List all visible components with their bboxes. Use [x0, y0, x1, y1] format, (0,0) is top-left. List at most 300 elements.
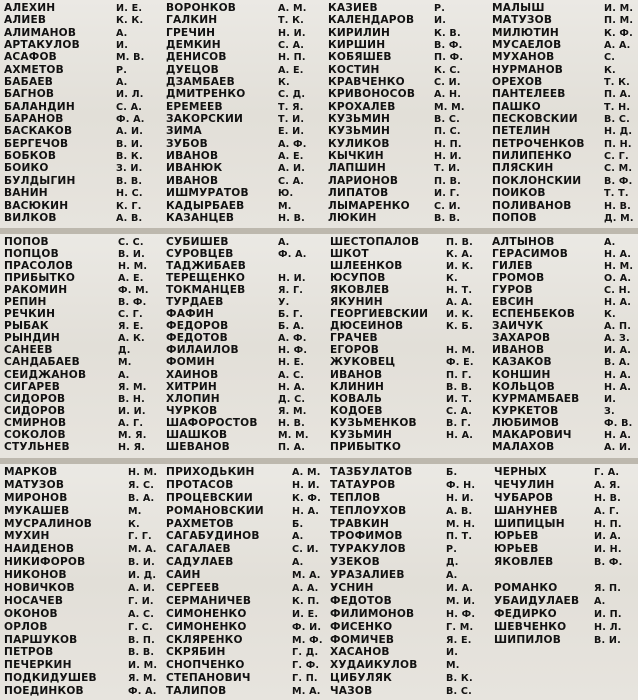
- list-item: [166, 557, 328, 570]
- surname: БАБАЕВ: [4, 77, 54, 88]
- name-column: [166, 237, 328, 458]
- surname: МУХАНОВ: [492, 52, 555, 63]
- surname: ДЮСЕЙНОВ: [330, 321, 404, 332]
- list-item: [4, 418, 166, 430]
- surname: ЧУБАРОВ: [494, 492, 554, 504]
- list-item: [492, 139, 638, 151]
- list-item: [494, 480, 638, 493]
- initials: Е. И.: [278, 127, 305, 138]
- surname: БОЙКО: [4, 163, 49, 175]
- initials: Т. Т.: [604, 189, 629, 199]
- initials: А. Е.: [278, 152, 304, 162]
- initials: Г. М.: [446, 622, 474, 633]
- surname: МУКАШЕВ: [4, 505, 70, 517]
- name-column: [494, 467, 638, 700]
- surname: ЦИБУЛЯК: [330, 673, 392, 684]
- initials: А. Е.: [118, 274, 144, 284]
- initials: А. Ф.: [278, 139, 307, 150]
- surname: САГАЛАЕВ: [166, 544, 231, 555]
- list-item: [328, 201, 490, 213]
- surname: ЖУКОВЕЦ: [330, 357, 396, 369]
- initials: А.: [446, 571, 458, 581]
- initials: И. А.: [446, 584, 474, 594]
- initials: Ф. Н.: [446, 480, 476, 491]
- surname: ПЕСКОВСКИЙ: [492, 114, 578, 125]
- list-item: [494, 544, 638, 557]
- surname: СИМОНЕНКО: [166, 621, 247, 633]
- list-item: [166, 660, 328, 673]
- list-item: [166, 89, 328, 101]
- list-item: [328, 15, 490, 27]
- surname: ЯКУНИН: [330, 297, 383, 308]
- initials: В. В.: [128, 648, 155, 659]
- name-column: [330, 237, 488, 458]
- list-item: [328, 188, 490, 200]
- list-item: [4, 647, 168, 660]
- initials: И. Л.: [116, 90, 144, 100]
- surname: ХУДАЙКУЛОВ: [330, 660, 418, 671]
- list-item: [492, 163, 638, 175]
- surname: ЮРЬЕВ: [494, 544, 539, 555]
- initials: А. М.: [292, 468, 321, 478]
- list-item: [492, 151, 638, 163]
- initials: Т. Я.: [278, 102, 304, 113]
- list-item: [4, 430, 166, 442]
- list-item: [166, 213, 328, 225]
- list-item: [492, 52, 638, 64]
- surname: ФОМИН: [166, 357, 215, 369]
- initials: А. Г.: [594, 506, 620, 517]
- surname: ЛЮКИН: [328, 212, 377, 224]
- list-item: [492, 249, 638, 261]
- surname: МАЛАХОВ: [492, 441, 555, 453]
- initials: Н. Ф.: [278, 346, 308, 357]
- list-item: [166, 237, 328, 249]
- initials: П. Н.: [604, 139, 632, 150]
- initials: Н. Е.: [278, 358, 305, 369]
- list-item: [494, 506, 638, 519]
- list-item: [330, 237, 488, 249]
- list-item: [4, 635, 168, 648]
- surname: ТУРДАЕВ: [166, 297, 224, 308]
- initials: Н. П.: [434, 139, 462, 150]
- surname: СИДОРОВ: [4, 405, 66, 417]
- list-item: [166, 519, 328, 532]
- surname: ФЕДОТОВ: [166, 333, 228, 344]
- surname: РЕЧКИН: [4, 309, 56, 320]
- surname: СЕРМАНИЧЕВ: [166, 595, 252, 607]
- surname: КОЛЬЦОВ: [492, 381, 555, 393]
- list-item: [330, 273, 488, 285]
- list-item: [4, 151, 166, 163]
- surname: ЛЮБИМОВ: [492, 417, 560, 429]
- list-item: [492, 213, 638, 225]
- initials: А. М.: [278, 4, 307, 14]
- surname: ШИПИЛОВ: [494, 634, 561, 646]
- surname: САНЕЕВ: [4, 345, 53, 357]
- list-item: [4, 357, 166, 369]
- initials: Н. А.: [446, 430, 474, 441]
- surname: ПАРШУКОВ: [4, 634, 78, 646]
- name-column: [4, 237, 166, 458]
- surname: СУРОВЦЕВ: [166, 249, 234, 260]
- surname: САГАБУДИНОВ: [166, 531, 260, 543]
- surname: ПОДКИДУШЕВ: [4, 673, 97, 684]
- initials: Р.: [434, 4, 446, 14]
- surname: ПЕТРОВ: [4, 647, 54, 659]
- initials: С. Г.: [118, 310, 143, 320]
- surname: СТЕПАНОВИЧ: [166, 673, 251, 684]
- surname: ВОРОНКОВ: [166, 3, 237, 14]
- surname: ГАЛКИН: [166, 15, 218, 26]
- surname: МАКАРОВИЧ: [492, 429, 572, 441]
- surname: БАРАНОВ: [4, 114, 64, 125]
- initials: М. И.: [446, 596, 476, 607]
- initials: Б. Г.: [278, 310, 304, 320]
- surname: ФИЛАЙЛОВ: [166, 345, 239, 357]
- list-item: [328, 163, 490, 175]
- initials: А. Ф.: [278, 334, 307, 344]
- list-item: [166, 382, 328, 394]
- initials: А. И.: [604, 442, 632, 453]
- surname: БОБКОВ: [4, 151, 57, 162]
- surname: КИРШИН: [328, 40, 386, 51]
- list-item: [4, 570, 168, 583]
- initials: Я. М.: [118, 382, 147, 393]
- list-item: [330, 531, 488, 544]
- initials: К.: [278, 78, 290, 88]
- list-item: [4, 394, 166, 406]
- surname: МУХИН: [4, 531, 50, 543]
- surname: ДЕМКИН: [166, 40, 221, 51]
- initials: Н. П.: [278, 53, 306, 63]
- initials: Р.: [116, 65, 128, 76]
- initials: К.: [604, 65, 616, 76]
- list-item: [328, 3, 490, 15]
- surname: БАЛАНДИН: [4, 101, 75, 113]
- initials: Ф. И.: [292, 622, 322, 633]
- list-item: [4, 297, 166, 309]
- initials: Т. К.: [278, 16, 305, 26]
- initials: Я. М.: [128, 674, 157, 684]
- list-item: [4, 480, 168, 493]
- list-item: [330, 370, 488, 382]
- surname: КУЗЬМИН: [330, 429, 393, 441]
- initials: К. С.: [434, 65, 461, 76]
- surname: АСАФОВ: [4, 52, 57, 63]
- surname: ПРИБЫТКО: [4, 273, 76, 284]
- initials: И. И.: [118, 406, 146, 417]
- surname: НИКИФОРОВ: [4, 557, 86, 568]
- list-item: [4, 213, 166, 225]
- initials: В. А.: [128, 493, 155, 504]
- list-item: [492, 77, 638, 89]
- name-column: [492, 237, 638, 458]
- list-item: [166, 188, 328, 200]
- surname: НИКОНОВ: [4, 570, 67, 581]
- initials: В. И.: [118, 250, 145, 260]
- initials: Т. И.: [434, 164, 461, 175]
- surname: САИН: [166, 570, 201, 581]
- initials: П. В.: [434, 176, 461, 187]
- surname: МИРОНОВ: [4, 492, 68, 504]
- initials: В. И.: [594, 635, 621, 646]
- initials: В. А.: [604, 358, 631, 369]
- surname: БУЛДЫГИН: [4, 175, 76, 187]
- initials: Н. Д.: [604, 127, 633, 138]
- list-item: [492, 297, 638, 309]
- surname: КЫЧКИН: [328, 151, 384, 162]
- initials: В. Ф.: [594, 558, 623, 568]
- list-item: [166, 673, 328, 686]
- surname: ПАНТЕЛЕЕВ: [492, 89, 566, 100]
- list-item: [166, 309, 328, 321]
- initials: К. Г.: [116, 201, 142, 212]
- initials: С. И.: [434, 201, 461, 212]
- list-item: [166, 176, 328, 188]
- list-item: [330, 647, 488, 660]
- list-item: [166, 493, 328, 506]
- initials: И. Т.: [446, 394, 473, 405]
- surname: ГЕРАСИМОВ: [492, 249, 569, 260]
- surname: ШЕСТОПАЛОВ: [330, 237, 420, 248]
- surname: ЗУБОВ: [166, 138, 208, 150]
- surname: ХАСАНОВ: [330, 647, 390, 659]
- initials: М. Н.: [446, 519, 476, 530]
- surname: РАКОМИН: [4, 285, 68, 296]
- surname: ЧАЗОВ: [330, 686, 373, 697]
- surname: ПОПОВ: [4, 237, 49, 248]
- initials: С. А.: [446, 406, 473, 417]
- list-item: [4, 89, 166, 101]
- initials: У.: [278, 298, 290, 308]
- list-item: [4, 114, 166, 126]
- list-item: [330, 442, 488, 454]
- list-item: [166, 28, 328, 40]
- list-item: [166, 321, 328, 333]
- initials: А.: [292, 532, 304, 543]
- list-item: [166, 285, 328, 297]
- surname: КОБЯШЕВ: [328, 52, 392, 63]
- initials: С. А.: [278, 41, 305, 51]
- list-item: [4, 126, 166, 138]
- surname: ШАНУНЕВ: [494, 505, 558, 517]
- initials: С. А.: [278, 176, 305, 187]
- initials: К. В.: [434, 28, 461, 39]
- list-item: [492, 394, 638, 406]
- list-item: [330, 609, 488, 622]
- list-item: [494, 622, 638, 635]
- surname: РЫНДИН: [4, 333, 60, 344]
- initials: В. И.: [128, 558, 155, 568]
- initials: В. С.: [604, 115, 630, 125]
- surname: ПОЕДИНКОВ: [4, 686, 84, 697]
- list-item: [492, 126, 638, 138]
- initials: Н. В.: [594, 493, 621, 504]
- list-item: [166, 622, 328, 635]
- surname: ГУРОВ: [492, 285, 533, 296]
- list-item: [492, 201, 638, 213]
- list-item: [4, 188, 166, 200]
- surname: ЕРЕМЕЕВ: [166, 101, 223, 113]
- initials: Д. М.: [604, 213, 634, 224]
- list-item: [4, 493, 168, 506]
- initials: Н. И.: [446, 493, 474, 504]
- initials: П. Г.: [446, 370, 472, 381]
- surname: ПРАСОЛОВ: [4, 261, 74, 272]
- surname: ШКОТ: [330, 249, 369, 260]
- list-item: [330, 345, 488, 357]
- surname: КРОХАЛЕВ: [328, 101, 396, 113]
- list-item: [330, 406, 488, 418]
- list-item: [492, 273, 638, 285]
- initials: Н. М.: [128, 468, 158, 478]
- surname: КУРКЕТОВ: [492, 405, 559, 417]
- surname: СЕЙДЖАНОВ: [4, 369, 87, 381]
- name-column: [166, 467, 328, 700]
- list-item: [4, 139, 166, 151]
- name-column: [166, 3, 328, 228]
- memorial-panel-top: [0, 0, 638, 228]
- surname: ГЕОРГИЕВСКИЙ: [330, 309, 429, 320]
- surname: КУЛИКОВ: [328, 138, 390, 150]
- list-item: [328, 28, 490, 40]
- initials: Н. А.: [278, 382, 306, 393]
- initials: Т. И.: [278, 115, 305, 125]
- list-item: [494, 519, 638, 532]
- initials: Н. В.: [278, 418, 305, 429]
- surname: ЗАКОРСКИЙ: [166, 114, 244, 125]
- list-item: [330, 596, 488, 609]
- surname: ЮСУПОВ: [330, 273, 386, 284]
- list-item: [4, 52, 166, 64]
- surname: ПОПЦОВ: [4, 249, 59, 260]
- list-item: [330, 480, 488, 493]
- list-item: [328, 52, 490, 64]
- surname: СИГАРЕВ: [4, 381, 61, 393]
- initials: Н. Ф.: [446, 609, 476, 620]
- initials: Ю.: [278, 189, 294, 199]
- initials: З. И.: [116, 164, 143, 175]
- list-item: [4, 333, 166, 345]
- surname: СМИРНОВ: [4, 417, 67, 429]
- list-item: [330, 382, 488, 394]
- surname: СКЛЯРЕНКО: [166, 634, 243, 646]
- initials: Н. М.: [446, 346, 476, 357]
- list-item: [4, 442, 166, 454]
- surname: ПРИБЫТКО: [330, 441, 402, 453]
- name-column: [4, 3, 166, 228]
- surname: ЛЫМАРЕНКО: [328, 200, 410, 212]
- surname: КЛИНИН: [330, 381, 385, 393]
- surname: ХЛОПИН: [166, 393, 220, 405]
- list-item: [4, 673, 168, 686]
- initials: В. К.: [116, 152, 143, 162]
- list-item: [330, 622, 488, 635]
- initials: М. А.: [128, 545, 157, 555]
- list-item: [492, 188, 638, 200]
- list-item: [330, 309, 488, 321]
- initials: Н. С.: [116, 189, 143, 199]
- initials: Д. С.: [278, 394, 306, 405]
- initials: В. Г.: [446, 418, 472, 429]
- list-item: [4, 176, 166, 188]
- list-item: [492, 345, 638, 357]
- list-item: [4, 519, 168, 532]
- list-item: [492, 237, 638, 249]
- list-item: [166, 163, 328, 175]
- list-item: [4, 609, 168, 622]
- list-item: [492, 102, 638, 114]
- initials: В. К.: [446, 674, 473, 684]
- list-item: [494, 467, 638, 480]
- list-item: [492, 15, 638, 27]
- list-item: [166, 467, 328, 480]
- surname: МУСАЕЛОВ: [492, 40, 562, 51]
- list-item: [166, 480, 328, 493]
- list-item: [328, 126, 490, 138]
- initials: М. Я.: [118, 430, 147, 441]
- list-item: [4, 622, 168, 635]
- list-item: [330, 557, 488, 570]
- initials: С. И.: [292, 545, 319, 555]
- list-item: [330, 418, 488, 430]
- surname: ЗАХАРОВ: [492, 333, 551, 344]
- initials: В. С.: [434, 115, 460, 125]
- surname: КУЗЬМИН: [328, 114, 391, 125]
- list-item: [166, 333, 328, 345]
- surname: КИРИЛИН: [328, 27, 391, 39]
- initials: А. А.: [292, 584, 319, 594]
- initials: И. П.: [594, 609, 622, 620]
- list-item: [4, 544, 168, 557]
- list-item: [492, 442, 638, 454]
- surname: АЛИМАНОВ: [4, 27, 77, 39]
- memorial-panel-bottom: [0, 464, 638, 700]
- surname: ВИЛКОВ: [4, 212, 57, 224]
- initials: Ф. А.: [128, 687, 157, 697]
- initials: А.: [594, 596, 606, 607]
- list-item: [4, 28, 166, 40]
- list-item: [4, 237, 166, 249]
- list-item: [330, 297, 488, 309]
- surname: СИДОРОВ: [4, 393, 66, 405]
- surname: ЛАПШИН: [328, 163, 386, 175]
- list-item: [328, 151, 490, 163]
- list-item: [166, 430, 328, 442]
- initials: М. М.: [278, 430, 309, 441]
- initials: Н. М.: [604, 262, 634, 272]
- surname: ФЕДОРОВ: [166, 321, 229, 332]
- list-item: [492, 261, 638, 273]
- initials: А.: [116, 78, 128, 88]
- initials: Г. И.: [128, 596, 154, 607]
- surname: ИВАНЮК: [166, 163, 223, 175]
- surname: ЛИПАТОВ: [328, 188, 389, 199]
- surname: КРИВОНОСОВ: [328, 89, 416, 100]
- surname: АЛИЕВ: [4, 15, 47, 26]
- surname: ШИПИЦЫН: [494, 518, 565, 530]
- initials: Р.: [446, 545, 458, 555]
- surname: УБАЙДУЛАЕВ: [494, 595, 580, 607]
- initials: К. Ф.: [604, 28, 633, 39]
- surname: КАЗИЕВ: [328, 3, 378, 14]
- surname: МАРКОВ: [4, 467, 58, 478]
- list-item: [166, 544, 328, 557]
- list-item: [330, 430, 488, 442]
- initials: Н. Т.: [446, 286, 473, 296]
- surname: ЮРЬЕВ: [494, 531, 539, 543]
